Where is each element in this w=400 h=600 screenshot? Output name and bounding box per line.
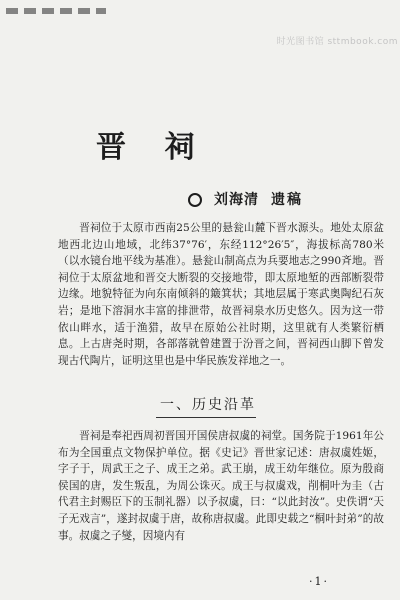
history-text-block [58,428,384,568]
section-heading: 一、历史沿革 [160,394,340,416]
author-name: 刘海清 [214,192,259,208]
watermark: 时光图书馆 sttmbook.com [276,37,398,47]
author-line [188,190,388,210]
page-number: ·1· [309,575,329,588]
circle-icon [188,193,202,207]
history-paragraph: 晋祠是奉祀西周初晋国开国侯唐叔虞的祠堂。国务院于1961年公布为全国重点文物保护单位。据《史记》晋世家记述：唐叔虞姓姬，字子于，周武王之子、成王之弟。武王崩，成王幼年继位。原为殷商侯国的唐，发生叛乱，为周公诛灭。成王与叔虞戏，削桐叶为圭（古代君主封赐臣下的玉制礼器）以予叔虞，曰：“以此封汝”。史佚谓“天子无戏言”，遂封叔虞于唐，故称唐叔虞。此即史载之“桐叶封弟”的故事。叔虞之子燮，因境内有 [58,430,384,542]
intro-paragraph: 晋祠位于太原市西南25公里的悬瓮山麓下晋水源头。地处太原盆地西北边山地域，北纬37°76′，东经112°26′5″，海拔标高780米（以水镜台地平线为基准）。悬瓮山制高点为兵要地志之990斉地。晋祠位于太原盆地和晋交大断裂的交接地带，即太原地堑的西部断裂带边缘。地貌特征为向东南倾斜的簸箕状；其地层属于寒武奥陶纪石灰岩；是地下溶洞水丰富的排泄带，故晋祠泉水历史悠久。因为这一带依山畔水，适于渔猎，故早在原始公社时期，这里就有人类繁衍栖息。上古唐尧时期，各部落就曾建置于汾晋之间，晋祠西山脚下曾发现古代陶片，证明这里也是中华民族发祥地之一。 [58,222,384,367]
page-title: 晋 祠 [96,130,209,165]
top-dashed-rule [6,8,106,14]
author-suffix: 遗稿 [271,192,303,208]
intro-text-block [58,220,384,385]
